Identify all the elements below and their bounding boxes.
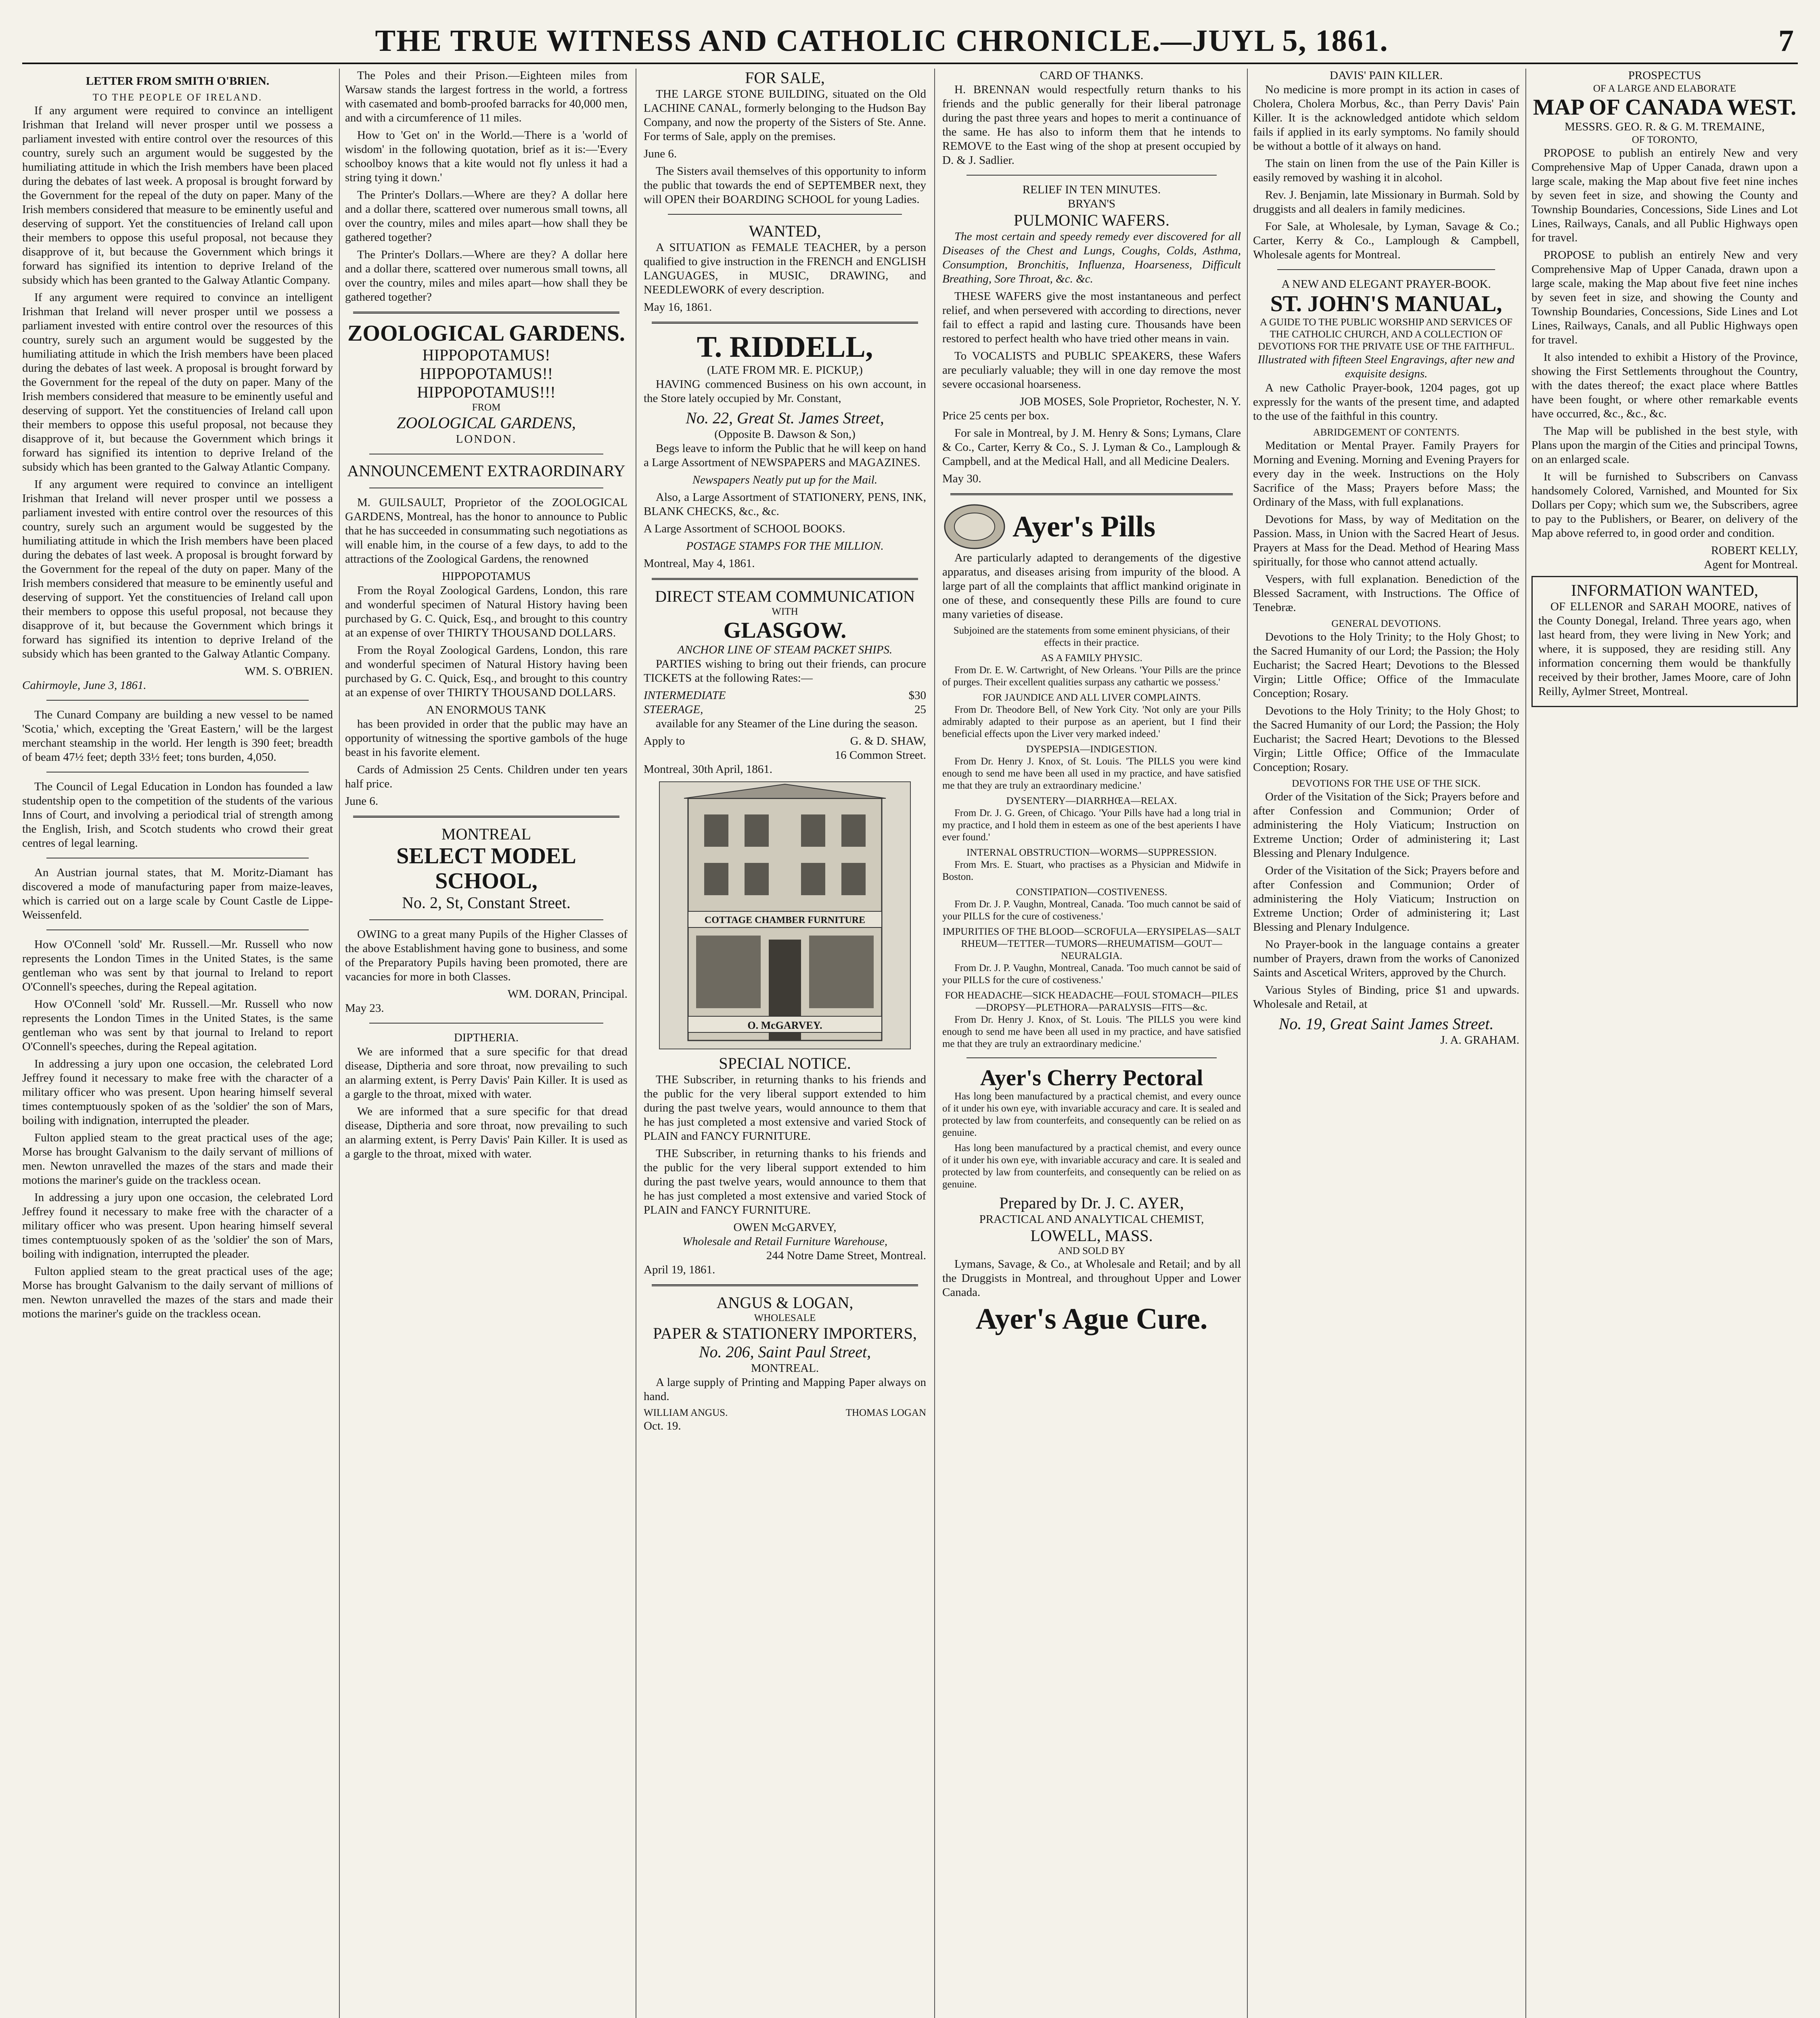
column-6	[1531, 69, 1798, 2018]
letter-headline: LETTER FROM SMITH O'BRIEN.	[86, 75, 270, 88]
ad-paragraph: PROPOSE to publish an entirely New and very Comprehensive Map of Upper Canada, drawn upon a large scale, making the Map about five feet nine inches by seven feet in size, and showing the County and Township Boundaries, Concessions, Side Lines and Lot Lines, Railways, Canals, and all Public Highways open for travel.	[1531, 249, 1798, 346]
ad-date: May 23.	[345, 1002, 384, 1015]
subhead-dyspepsia: DYSPEPSIA—INDIGESTION.	[1026, 744, 1157, 755]
map-headline: MAP OF CANADA WEST.	[1533, 95, 1797, 120]
agent-address: 16 Common Street.	[835, 749, 926, 762]
ad-paragraph: Cards of Admission 25 Cents. Children under ten years half price.	[345, 763, 628, 790]
anchor-line: ANCHOR LINE OF STEAM PACKET SHIPS.	[677, 643, 893, 656]
wanted-heading: WANTED,	[749, 222, 821, 240]
divider	[46, 700, 309, 701]
ad-paragraph: A SITUATION as FEMALE TEACHER, by a person qualified to give instruction in the FRENCH and ENGLISH LANGUAGES, in MUSIC, DRAWING, and NEEDLEWORK of every description.	[644, 241, 926, 296]
angus-address: No. 206, Saint Paul Street,	[699, 1343, 871, 1361]
publishers-line: MESSRS. GEO. R. & G. M. TREMAINE,	[1565, 120, 1765, 133]
column-3	[644, 69, 926, 2018]
ad-paragraph: THE LARGE STONE BUILDING, situated on the Old LACHINE CANAL, formerly belonging to the Hudson Bay Company, and now the property of the Sisters of Ste. Anne. For terms of Sale, apply on the premises.	[644, 88, 926, 143]
contents-paragraph: Devotions for Mass, by way of Meditation on the Passion. Mass, in Union with the Sacred Heart of Jesus. Prayers at Mass for the Dead. Method of Hearing Mass spiritually, for those who cannot attend actually.	[1253, 513, 1519, 568]
hippo-line-3: HIPPOPOTAMUS!!!	[417, 383, 556, 401]
hippo-label: HIPPOPOTAMUS	[441, 570, 531, 583]
ad-paragraph: has been provided in order that the public may have an opportunity of witnessing the sportive gambols of the huge beast in his favorite element.	[345, 718, 628, 759]
divider	[652, 578, 918, 580]
ad-paragraph: Has long been manufactured by a practical chemist, and every ounce of it under his own eye, with invariable accuracy and care. It is sealed and protected by law from counterfeits, and consequently can be relied on as genuine.	[942, 1091, 1241, 1138]
partner-name: WILLIAM ANGUS.	[644, 1407, 728, 1418]
ad-paragraph: Various Styles of Binding, price $1 and upwards. Wholesale and Retail, at	[1253, 984, 1519, 1011]
subhead-headache: FOR HEADACHE—SICK HEADACHE—FOUL STOMACH—PILES—DROPSY—PLETHORA—PARALYSIS—FITS—&c.	[945, 990, 1238, 1013]
contents-paragraph: Vespers, with full explanation. Benediction of the Blessed Sacrament, with Instructions. The Office of Tenebræ.	[1253, 573, 1519, 614]
ad-date: Montreal, May 4, 1861.	[644, 557, 755, 570]
contents-heading: ABRIDGEMENT OF CONTENTS.	[1313, 427, 1460, 438]
zoo-subheading: ZOOLOGICAL GARDENS,	[397, 414, 576, 432]
riddell-opposite: (Opposite B. Dawson & Son,)	[714, 428, 856, 441]
divider	[369, 919, 603, 920]
contents-paragraph: Meditation or Mental Prayer. Family Prayers for Morning and Evening. Morning and Evening Prayers for every day in the week. Instructions on the Holy Sacrifice of the Mass; Prayers before Mass; the Ordinary of the Mass, with full explanations.	[1253, 439, 1519, 509]
manual-subheading: A GUIDE TO THE PUBLIC WORSHIP AND SERVICES OF THE CATHOLIC CHURCH, AND A COLLECTION OF DEVOTIONS FOR THE PRIVATE USE OF THE FAITHFUL.	[1258, 317, 1515, 352]
storefront-sign: COTTAGE CHAMBER FURNITURE	[704, 915, 866, 925]
ad-date: May 16, 1861.	[644, 301, 712, 314]
testimonial: From Mrs. E. Stuart, who practises as a Physician and Midwife in Boston.	[942, 859, 1241, 882]
manual-headline: ST. JOHN'S MANUAL,	[1270, 291, 1502, 316]
article-paragraph: If any argument were required to convince an intelligent Irishman that Ireland will never prosper until we possess a parliament invested with entire control over the resources of this country, surely such an argument would be suggested by the humiliating attitude in which the Irish members have been placed during the debates of last week. A proposal is brought forward by the Government for the repeal of the duty on paper. Many of the Irish members considered that measure to be eminently useful and deserving of support. Yet the constituencies of Ireland call upon their members to oppose this useful proposal, not because they disapprove of it, but because the Government which brings it forward has signified its intention to deprive Ireland of the subsidy which has been granted to the Galway Atlantic Company.	[22, 478, 333, 660]
column-rule	[339, 69, 340, 2018]
divider	[668, 214, 902, 215]
riddell-subheading: (LATE FROM MR. E. PICKUP,)	[707, 364, 863, 377]
article-paragraph: The Printer's Dollars.—Where are they? A dollar here and a dollar there, scattered over numerous small towns, all over the country, miles and miles apart—how shall they be gathered together?	[345, 188, 628, 244]
ad-paragraph: THE Subscriber, in returning thanks to his friends and the public for the very liberal support extended to him during the past twelve years, would announce to them that he has just completed a most extensive and varied Stock of PLAIN and FANCY FURNITURE.	[644, 1073, 926, 1143]
new-edition-line: A NEW AND ELEGANT PRAYER-BOOK.	[1281, 278, 1491, 291]
testimonial: From Dr. Henry J. Knox, of St. Louis. 'The PILLS you were kind enough to send me have been all used in my practice, and have satisfied me that they are truly an extraordinary medicine.'	[942, 1014, 1241, 1049]
letter-signature: WM. S. O'BRIEN.	[245, 665, 333, 678]
article-paragraph: The Cunard Company are building a new vessel to be named 'Scotia,' which, excepting the 'Great Eastern,' will be the largest merchant steamship in the world. Her length is 390 feet; breadth of beam 47½ feet; depth 33½ feet; tons burden, 4,050.	[22, 708, 333, 764]
ad-date: June 6.	[644, 147, 677, 160]
column-1	[22, 69, 333, 2018]
subhead-jaundice: FOR JAUNDICE AND ALL LIVER COMPLAINTS.	[982, 692, 1201, 703]
column-5	[1253, 69, 1519, 2018]
storefront-name: O. McGARVEY.	[747, 1019, 822, 1031]
fare-label: INTERMEDIATE	[644, 689, 726, 702]
ad-paragraph: Begs leave to inform the Public that he will keep on hand a Large Assortment of NEWSPAPERS and MAGAZINES.	[644, 442, 926, 469]
contents-paragraph: Order of the Visitation of the Sick; Prayers before and after Confession and Communion; Order of administering the Holy Viaticum; Instruction on Extreme Unction; Order of administering it; Last Blessing and Plenary Indulgence.	[1253, 790, 1519, 860]
column-2	[345, 69, 628, 2018]
testimonial: From Dr. J. P. Vaughn, Montreal, Canada. 'Too much cannot be said of your PILLS for the cure of costiveness.'	[942, 963, 1241, 986]
ad-line: A Large Assortment of SCHOOL BOOKS.	[644, 522, 845, 535]
ayer-seal-icon	[942, 502, 1007, 551]
ad-paragraph: Also, a Large Assortment of STATIONERY, PENS, INK, BLANK CHECKS, &c., &c.	[644, 491, 926, 518]
partner-names	[644, 1407, 926, 1419]
divider	[950, 493, 1233, 495]
testimonial: From Dr. E. W. Cartwright, of New Orleans. 'Your Pills are the prince of purges. Their excellent qualities surpass any cathartic we possess.'	[942, 665, 1241, 688]
ad-paragraph: From the Royal Zoological Gardens, London, this rare and wonderful specimen of Natural History having been purchased by G. C. Quick, Esq., and brought to this country at an expense of over THIRTY THOUSAND DOLLARS.	[345, 584, 628, 639]
article-paragraph: How O'Connell 'sold' Mr. Russell.—Mr. Russell who now represents the London Times in the United States, is the same gentleman who was sent by that journal to Ireland to report O'Connell's speeches, during the Repeal agitation.	[22, 938, 333, 993]
article-paragraph: How to 'Get on' in the World.—There is a 'world of wisdom' in the following quotation, brief as it is:—'Every schoolboy knows that a kite would not fly unless it had a string tying it down.'	[345, 129, 628, 184]
divider	[353, 816, 619, 818]
tank-heading: AN ENORMOUS TANK	[426, 703, 546, 716]
ad-paragraph: HAVING commenced Business on his own account, in the Store lately occupied by Mr. Constant,	[644, 378, 926, 405]
partner-name: THOMAS LOGAN	[845, 1407, 926, 1418]
steam-heading: DIRECT STEAM COMMUNICATION	[655, 587, 915, 605]
divider	[46, 929, 309, 930]
ad-paragraph: Are particularly adapted to derangements of the digestive apparatus, and diseases arising from impurity of the blood. A large part of all the complaints that afflict mankind originate in one of these, and consequently these Pills are found to cure many varieties of disease.	[942, 551, 1241, 621]
ad-paragraph: To VOCALISTS and PUBLIC SPEAKERS, these Wafers are peculiarly valuable; they will in one day remove the most severe occasional hoarseness.	[942, 350, 1241, 391]
contents-paragraph: Devotions to the Holy Trinity; to the Holy Ghost; to the Sacred Humanity of our Lord; the Passion; the Holy Eucharist; the Sacred Heart; Devotions to the Blessed Virgin; Little Office; Office of the Immaculate Conception; Rosary.	[1253, 704, 1519, 774]
riddell-headline: T. RIDDELL,	[697, 331, 873, 364]
divider	[966, 1057, 1217, 1058]
ad-paragraph: A large supply of Printing and Mapping Paper always on hand.	[644, 1376, 926, 1403]
special-notice-heading: SPECIAL NOTICE.	[719, 1054, 851, 1072]
subhead-obstruction: INTERNAL OBSTRUCTION—WORMS—SUPPRESSION.	[966, 847, 1217, 858]
angus-logan-heading: ANGUS & LOGAN,	[716, 1294, 854, 1312]
testimonial: From Dr. J. P. Vaughn, Montreal, Canada. 'Too much cannot be said of your PILLS for the cure of costiveness.'	[942, 899, 1241, 922]
agent-name: G. & D. SHAW,	[850, 735, 926, 747]
ad-date: June 6.	[345, 795, 379, 808]
ad-paragraph: OF ELLENOR and SARAH MOORE, natives of the County Donegal, Ireland. Three years ago, when last heard from, they were living in New York; and where, it is supposed, they are residing still. Any information concerning them would be thankfully received by their brother, James Moore, care of John Reilly, Aylmer Street, Montreal.	[1538, 600, 1791, 698]
ad-line: Newspapers Neatly put up for the Mail.	[692, 473, 878, 486]
ad-date: Oct. 19.	[644, 1419, 681, 1432]
announcement-heading: ANNOUNCEMENT EXTRAORDINARY	[347, 462, 625, 480]
contents-paragraph: Order of the Visitation of the Sick; Prayers before and after Confession and Communion; Order of administering the Holy Viaticum; Instruction on Extreme Unction; Order of administering it; Last Blessing and Plenary Indulgence.	[1253, 864, 1519, 934]
divider	[353, 312, 619, 314]
bryans-label: BRYAN'S	[1067, 197, 1116, 210]
wholesale-label: WHOLESALE	[754, 1313, 816, 1323]
graham-address: No. 19, Great Saint James Street.	[1278, 1015, 1494, 1033]
ad-paragraph: For Sale, at Wholesale, by Lyman, Savage & Co.; Carter, Kerry & Co., Lamplough & Campbell, Wholesale agents for Montreal.	[1253, 220, 1519, 261]
painkiller-heading: DAVIS' PAIN KILLER.	[1330, 69, 1443, 82]
prospectus-heading: PROSPECTUS	[1628, 69, 1701, 82]
divider	[652, 1284, 918, 1286]
paper-importers-heading: PAPER & STATIONERY IMPORTERS,	[653, 1324, 917, 1342]
subhead-constipation: CONSTIPATION—COSTIVENESS.	[1016, 887, 1167, 898]
montreal-heading: MONTREAL	[441, 825, 531, 843]
subhead-family-physic: AS A FAMILY PHYSIC.	[1041, 653, 1142, 664]
thanks-heading: CARD OF THANKS.	[1040, 69, 1144, 82]
masthead-title: THE TRUE WITNESS AND CATHOLIC CHRONICLE.—JUYL 5, 1861.	[375, 24, 1389, 58]
lowell-line: LOWELL, MASS.	[1030, 1227, 1153, 1245]
ad-paragraph: The stain on linen from the use of the Pain Killer is easily removed by washing it in alcohol.	[1253, 157, 1519, 184]
newspaper-page	[22, 12, 1798, 2018]
column-rule	[1247, 69, 1248, 2018]
hippo-line-2: HIPPOPOTAMUS!!	[419, 364, 553, 383]
ad-paragraph: PARTIES wishing to bring out their friends, can procure TICKETS at the following Rates:—	[644, 657, 926, 685]
ayer-pills-header	[942, 502, 1241, 551]
column-rule	[1525, 69, 1526, 2018]
zoo-headline: ZOOLOGICAL GARDENS.	[347, 321, 625, 346]
ad-paragraph: Subjoined are the statements from some eminent physicians, of their effects in their practice.	[953, 625, 1230, 648]
article-paragraph: In addressing a jury upon one occasion, the celebrated Lord Jeffrey found it necessary to make free with the character of a military officer who was present. Upon hearing himself several times contemptuously spoken of as the 'soldier' the son of Mars, boiling with indignation, interrupted the pleader.	[22, 1191, 333, 1260]
riddell-address: No. 22, Great St. James Street,	[686, 409, 884, 427]
column-rule	[934, 69, 935, 2018]
chemist-line: PRACTICAL AND ANALYTICAL CHEMIST,	[979, 1213, 1204, 1226]
ad-paragraph: No Prayer-book in the language contains a greater number of Prayers, drawn from the works of Canonized Saints and Ascetical Writers, approved by the Church.	[1253, 938, 1519, 979]
ad-date: April 19, 1861.	[644, 1263, 715, 1276]
mcgarvey-name: OWEN McGARVEY,	[733, 1221, 837, 1234]
storefront-engraving	[659, 781, 911, 1049]
subhead-impurities: IMPURITIES OF THE BLOOD—SCROFULA—ERYSIPELAS—SALT RHEUM—TETTER—TUMORS—RHEUMATISM—GOUT—NEURALGIA.	[942, 926, 1241, 961]
relief-heading: RELIEF IN TEN MINUTES.	[1022, 183, 1161, 196]
testimonial: From Dr. Henry J. Knox, of St. Louis. 'The PILLS you were kind enough to send me have been all used in my practice, and have satisfied me that they are truly an extraordinary medicine.'	[942, 756, 1241, 791]
ad-paragraph: It also intended to exhibit a History of the Province, showing the First Settlements throughout the Country, with the dates thereof; the exact place where Battles have been fought, or where other remarkable events have occurred, &c., &c., &c.	[1531, 351, 1798, 420]
kelly-subheading: Agent for Montreal.	[1704, 558, 1798, 571]
masthead	[22, 16, 1798, 64]
ad-paragraph: THESE WAFERS give the most instantaneous and perfect relief, and when persevered with according to directions, never fail to effect a rapid and lasting cure. Thousands have been restored to perfect health who have tried other means in vain.	[942, 290, 1241, 345]
column-4	[942, 69, 1241, 2018]
letter-dateline: Cahirmoyle, June 3, 1861.	[22, 679, 146, 692]
ad-date: Montreal, 30th April, 1861.	[644, 763, 772, 776]
school-signature: WM. DORAN, Principal.	[507, 988, 628, 1001]
divider	[1277, 269, 1495, 270]
information-wanted-heading: INFORMATION WANTED,	[1571, 581, 1758, 599]
article-paragraph: An Austrian journal states, that M. Moritz-Diamant has discovered a mode of manufacturing paper from maize-leaves, which is carried out on a large scale by Count Castle de Lippe-Weissenfeld.	[22, 866, 333, 921]
proprietor-line: JOB MOSES, Sole Proprietor, Rochester, N. Y.	[1020, 395, 1241, 408]
ad-date: May 30.	[942, 472, 981, 485]
ad-paragraph: Rev. J. Benjamin, late Missionary in Burmah. Sold by druggists and all dealers in family medicines.	[1253, 188, 1519, 216]
ad-paragraph: It will be furnished to Subscribers on Canvass handsomely Colored, Varnished, and Mounted for Six Dollars per Copy; which sum we, the Subscribers, agree to pay to the Publishers, or Bearer, on delivery of the Map above referred to, in good order and condition.	[1531, 470, 1798, 540]
letter-subheading: TO THE PEOPLE OF IRELAND.	[92, 92, 263, 103]
article-paragraph: The Council of Legal Education in London has founded a law studentship open to the competition of the students of the various Inns of Court, and involving a periodical trial of strength among the English, Irish, and Scotch students who crowd their great centres of legal learning.	[22, 780, 333, 850]
toronto-line: OF TORONTO,	[1632, 134, 1698, 145]
article-paragraph: We are informed that a sure specific for that dread disease, Diptheria and sore throat, now prevailing to such an alarming extent, is Perry Davis' Pain Killer. It is used as a gargle to the throat, mixed with water.	[345, 1105, 628, 1160]
article-paragraph: The Poles and their Prison.—Eighteen miles from Warsaw stands the largest fortress in the world, a fortress with casemated and bomb-proofed barracks for 40,000 men, and with a circumference of 11 miles.	[345, 69, 628, 124]
with-label: WITH	[772, 606, 798, 617]
fare-row	[644, 689, 926, 703]
testimonial: From Dr. J. G. Green, of Chicago. 'Your Pills have had a long trial in my practice, and I hold them in esteem as one of the best aperients I have ever found.'	[942, 808, 1241, 843]
fare-row	[644, 703, 926, 717]
fare-label: STEERAGE,	[644, 703, 703, 716]
school-address: No. 2, St, Constant Street.	[402, 894, 571, 912]
information-wanted-box	[1531, 576, 1798, 707]
kelly-name: ROBERT KELLY,	[1711, 544, 1798, 557]
ad-paragraph: For sale in Montreal, by J. M. Henry & Sons; Lymans, Clare & Co., Carter, Kerry & Co., S. J. Lyman & Co., Lamplough & Campbell, and at the Medical Hall, and all Medicine Dealers.	[942, 427, 1241, 468]
diptheria-heading: DIPTHERIA.	[454, 1031, 519, 1044]
sold-by: AND SOLD BY	[1058, 1246, 1125, 1256]
fare-price: 25	[914, 703, 926, 716]
divider	[369, 1023, 603, 1024]
subhead-dysentery: DYSENTERY—DIARRHŒA—RELAX.	[1006, 795, 1177, 806]
mcgarvey-address: 244 Notre Dame Street, Montreal.	[766, 1249, 926, 1262]
article-paragraph: In addressing a jury upon one occasion, the celebrated Lord Jeffrey found it necessary to make free with the character of a military officer who was present. Upon hearing himself several times contemptuously spoken of as the 'soldier' the son of Mars, boiling with indignation, interrupted the pleader.	[22, 1057, 333, 1127]
mcgarvey-subheading: Wholesale and Retail Furniture Warehouse,	[682, 1235, 888, 1248]
ad-paragraph: The most certain and speedy remedy ever discovered for all Diseases of the Chest and Lungs, Coughs, Colds, Asthma, Consumption, Bronchitis, Influenza, Hoarseness, Difficult Breathing, Sore Throat, &c. &c.	[942, 230, 1241, 285]
graham-signature: J. A. GRAHAM.	[1440, 1034, 1519, 1047]
ad-paragraph: PROPOSE to publish an entirely New and very Comprehensive Map of Upper Canada, drawn upon a large scale, making the Map about five feet nine inches by seven feet in size, and showing the County and Township Boundaries, Concessions, Side Lines and Lot Lines, Railways, Canals, and all Public Highways open for travel.	[1531, 147, 1798, 244]
ad-paragraph: A new Catholic Prayer-book, 1204 pages, got up expressly for the wants of the present time, and adapted to the use of the faithful in this country.	[1253, 381, 1519, 423]
price-line: Price 25 cents per box.	[942, 409, 1049, 422]
article-paragraph: If any argument were required to convince an intelligent Irishman that Ireland will never prosper until we possess a parliament invested with entire control over the resources of this country, surely such an argument would be suggested by the humiliating attitude in which the Irish members have been placed during the debates of last week. A proposal is brought forward by the Government for the repeal of the duty on paper. Many of the Irish members considered that measure to be eminently useful and deserving of support. Yet the constituencies of Ireland call upon their members to oppose this useful proposal, not because they disapprove of it, but because the Government which brings it forward has signified its intention to deprive Ireland of the subsidy which has been granted to the Galway Atlantic Company.	[22, 104, 333, 287]
ague-cure-headline: Ayer's Ague Cure.	[975, 1302, 1208, 1336]
divider	[966, 175, 1217, 176]
testimonial: From Dr. Theodore Bell, of New York City. 'Not only are your Pills admirably adapted to their purpose as an aperient, but I find their beneficial effects upon the Liver very marked indeed.'	[942, 704, 1241, 739]
sick-devotions-heading: DEVOTIONS FOR THE USE OF THE SICK.	[1292, 778, 1481, 789]
ad-paragraph: available for any Steamer of the Line during the season.	[656, 717, 918, 730]
prospectus-sub: OF A LARGE AND ELABORATE	[1593, 83, 1736, 94]
ad-paragraph: Has long been manufactured by a practical chemist, and every ounce of it under his own eye, with invariable accuracy and care. It is sealed and protected by law from counterfeits, and consequently can be relied on as genuine.	[942, 1143, 1241, 1190]
wafers-heading: PULMONIC WAFERS.	[1014, 211, 1169, 229]
contents-paragraph: Devotions to the Holy Trinity; to the Holy Ghost; to the Sacred Humanity of our Lord; the Passion; the Holy Eucharist; the Sacred Heart; Devotions to the Blessed Virgin; Little Office; Office of the Immaculate Conception; Rosary.	[1253, 630, 1519, 700]
article-paragraph: Fulton applied steam to the great practical uses of the age; Morse has brought Galvanism to the daily servant of millions of men. Newton unravelled the mazes of the stars and made their motions the mariner's guide on the trackless ocean.	[22, 1131, 333, 1187]
ad-paragraph: H. BRENNAN would respectfully return thanks to his friends and the public generally for their liberal patronage during the past three years and hopes to merit a continuance of the same. He has also to inform them that he intends to REMOVE to the East wing of the shop at present occupied by D. & J. Sadlier.	[942, 83, 1241, 167]
ad-line: POSTAGE STAMPS FOR THE MILLION.	[686, 540, 884, 553]
fare-price: $30	[908, 689, 926, 702]
hippo-line-1: HIPPOPOTAMUS!	[422, 346, 550, 364]
divider	[652, 322, 918, 324]
ad-paragraph: Lymans, Savage, & Co., at Wholesale and Retail; and by all the Druggists in Montreal, and throughout Upper and Lower Canada.	[942, 1258, 1241, 1299]
agent-row	[644, 734, 926, 748]
article-paragraph: How O'Connell 'sold' Mr. Russell.—Mr. Russell who now represents the London Times in the United States, is the same gentleman who was sent by that journal to Ireland to report O'Connell's speeches, during the Repeal agitation.	[22, 998, 333, 1053]
ad-paragraph: No medicine is more prompt in its action in cases of Cholera, Cholera Morbus, &c., than Perry Davis' Pain Killer. It is the acknowledged antidote which seldom fails if applied in its early symptoms. No family should be without a bottle of it always on hand.	[1253, 83, 1519, 153]
article-paragraph: The Printer's Dollars.—Where are they? A dollar here and a dollar there, scattered over numerous small towns, all over the country, miles and miles apart—how shall they be gathered together?	[345, 248, 628, 304]
school-headline: SELECT MODEL SCHOOL,	[396, 844, 576, 894]
montreal-label: MONTREAL.	[751, 1362, 819, 1375]
ad-paragraph: From the Royal Zoological Gardens, London, this rare and wonderful specimen of Natural History having been purchased by G. C. Quick, Esq., and brought to this country at an expense of over THIRTY THOUSAND DOLLARS.	[345, 644, 628, 699]
london-label: LONDON.	[456, 433, 517, 446]
cherry-pectoral-headline: Ayer's Cherry Pectoral	[980, 1066, 1203, 1091]
ad-paragraph: The Map will be published in the best style, with Plans upon the margin of the Cities and principal Towns, on an enlarged scale.	[1531, 425, 1798, 466]
ad-paragraph: The Sisters avail themselves of this opportunity to inform the public that towards the end of SEPTEMBER next, they will OPEN their BOARDING SCHOOL for young Ladies.	[644, 165, 926, 206]
apply-label: Apply to	[644, 735, 685, 747]
page-number: 7	[1778, 24, 1794, 58]
article-paragraph: Fulton applied steam to the great practical uses of the age; Morse has brought Galvanism to the daily servant of millions of men. Newton unravelled the mazes of the stars and made their motions the mariner's guide on the trackless ocean.	[22, 1265, 333, 1320]
ad-paragraph: THE Subscriber, in returning thanks to his friends and the public for the very liberal support extended to him during the past twelve years, would announce to them that he has just completed a most extensive and varied Stock of PLAIN and FANCY FURNITURE.	[644, 1147, 926, 1216]
prepared-by: Prepared by Dr. J. C. AYER,	[999, 1194, 1184, 1212]
ayer-pills-headline: Ayer's Pills	[1013, 510, 1156, 543]
article-paragraph: We are informed that a sure specific for that dread disease, Diptheria and sore throat, now prevailing to such an alarming extent, is Perry Davis' Pain Killer. It is used as a gargle to the throat, mixed with water.	[345, 1045, 628, 1101]
ad-paragraph: M. GUILSAULT, Proprietor of the ZOOLOGICAL GARDENS, Montreal, has the honor to announce to Public that he has succeeded in consummating such negotiations as will enable him, in the course of a few days, to add to the attractions of the Zoological Gardens, the renowned	[345, 496, 628, 565]
for-sale-heading: FOR SALE,	[745, 69, 825, 87]
article-paragraph: If any argument were required to convince an intelligent Irishman that Ireland will never prosper until we possess a parliament invested with entire control over the resources of this country, surely such an argument would be suggested by the humiliating attitude in which the Irish members have been placed during the debates of last week. A proposal is brought forward by the Government for the repeal of the duty on paper. Many of the Irish members considered that measure to be eminently useful and deserving of support. Yet the constituencies of Ireland call upon their members to oppose this useful proposal, not because they disapprove of it, but because the Government which brings it forward has signified its intention to deprive Ireland of the subsidy which has been granted to the Galway Atlantic Company.	[22, 291, 333, 473]
ad-paragraph: OWING to a great many Pupils of the Higher Classes of the above Establishment having gone to business, and some of the Preparatory Pupils having been promoted, there are vacancies for more in both Classes.	[345, 928, 628, 983]
glasgow-heading: GLASGOW.	[723, 618, 847, 643]
from-label: FROM	[472, 402, 501, 413]
manual-illustrated: Illustrated with fifteen Steel Engravings, after new and exquisite designs.	[1257, 353, 1515, 380]
general-devotions-heading: GENERAL DEVOTIONS.	[1331, 618, 1441, 629]
